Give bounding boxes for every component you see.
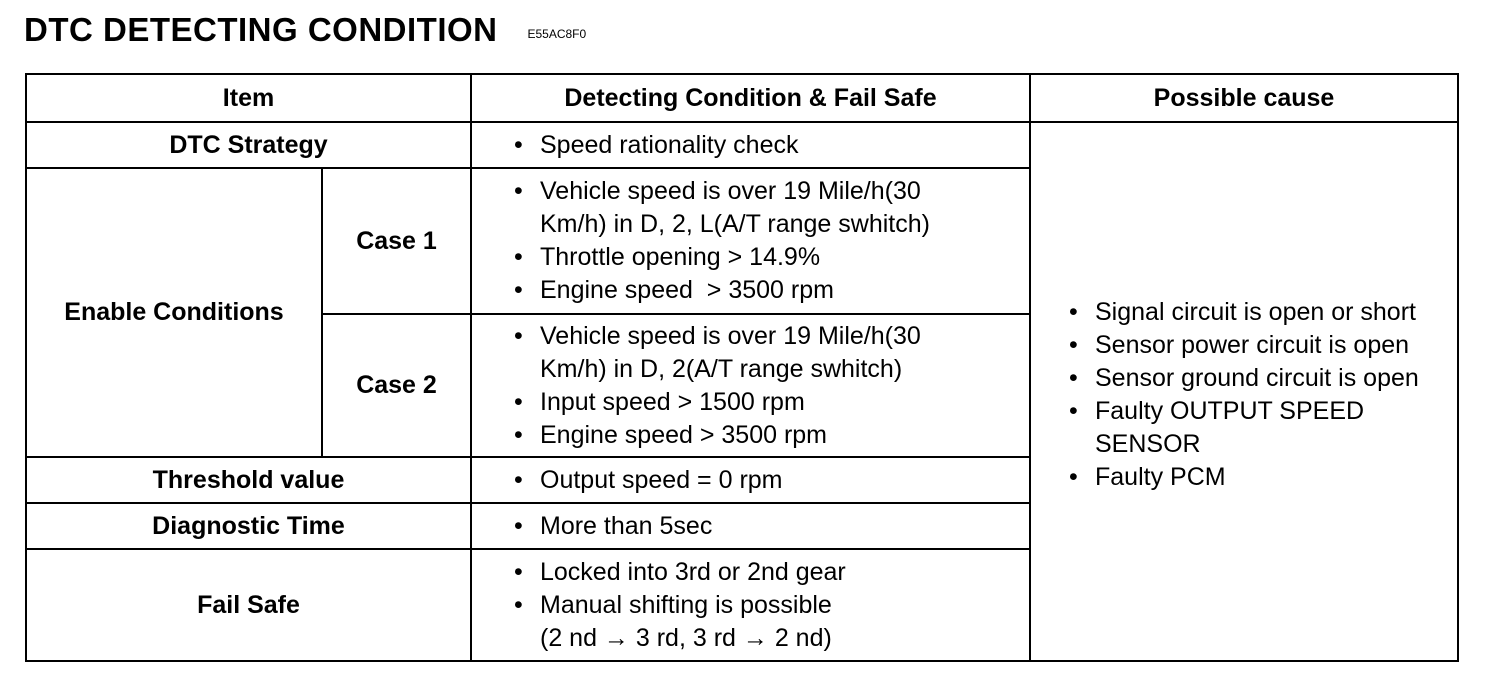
list-item: • Output speed = 0 rpm [514, 464, 1029, 497]
threshold-value-label: Threshold value [26, 457, 471, 503]
list-item [514, 175, 1029, 241]
fail-safe-label: Fail Safe [26, 549, 471, 661]
list-item-line: Km/h) in D, 2, L(A/T range swhitch) [540, 210, 930, 238]
list-item [514, 320, 1029, 386]
list-item: • Speed rationality check [514, 129, 1029, 162]
header-row [26, 74, 1458, 122]
dtc-condition-table [25, 73, 1459, 662]
list-item: • Locked into 3rd or 2nd gear [514, 556, 1029, 589]
case-2-conditions [471, 314, 1030, 457]
header-detecting-condition: Detecting Condition & Fail Safe [471, 74, 1030, 122]
list-item: • Sensor ground circuit is open [1069, 362, 1457, 395]
list-item: • Engine speed > 3500 rpm [514, 419, 1029, 452]
case-1-conditions [471, 168, 1030, 314]
list-item [1069, 395, 1457, 461]
case-2-label: Case 2 [322, 314, 471, 457]
document-code: E55AC8F0 [527, 27, 587, 41]
list-item-line: • Vehicle speed is over 19 Mile/h(30 [540, 177, 921, 205]
header-possible-cause: Possible cause [1030, 74, 1458, 122]
dtc-strategy-label: DTC Strategy [26, 122, 471, 168]
list-item-line: Km/h) in D, 2(A/T range swhitch) [540, 354, 903, 383]
diagnostic-time-label: Diagnostic Time [26, 503, 471, 549]
list-item: • Throttle opening > 14.9% [514, 241, 1029, 274]
list-item: • Signal circuit is open or short [1069, 296, 1457, 329]
possible-cause-cell [1030, 122, 1458, 661]
enable-conditions-label: Enable Conditions [26, 168, 322, 457]
case-1-label: Case 1 [322, 168, 471, 314]
list-item: • Sensor power circuit is open [1069, 329, 1457, 362]
list-item-line: SENSOR [1095, 430, 1201, 458]
list-item-line: • Manual shifting is possible [540, 590, 832, 619]
diagnostic-time-conditions [471, 503, 1030, 549]
list-item: • More than 5sec [514, 510, 1029, 543]
list-item-line: • Faulty OUTPUT SPEED [1095, 397, 1365, 425]
list-item-line: • Vehicle speed is over 19 Mile/h(30 [540, 321, 921, 350]
threshold-value-conditions [471, 457, 1030, 503]
list-item: • Input speed > 1500 rpm [514, 386, 1029, 419]
page-header [24, 10, 586, 50]
page-title: DTC DETECTING CONDITION [24, 11, 498, 48]
list-item: • Faulty PCM [1069, 461, 1457, 494]
list-item-line: (2 nd → 3 rd, 3 rd → 2 nd) [540, 623, 832, 652]
header-item: Item [26, 74, 471, 122]
dtc-strategy-conditions [471, 122, 1030, 168]
row-dtc-strategy [26, 122, 1458, 168]
fail-safe-conditions [471, 549, 1030, 661]
list-item [514, 589, 1029, 655]
list-item: • Engine speed > 3500 rpm [514, 274, 1029, 307]
